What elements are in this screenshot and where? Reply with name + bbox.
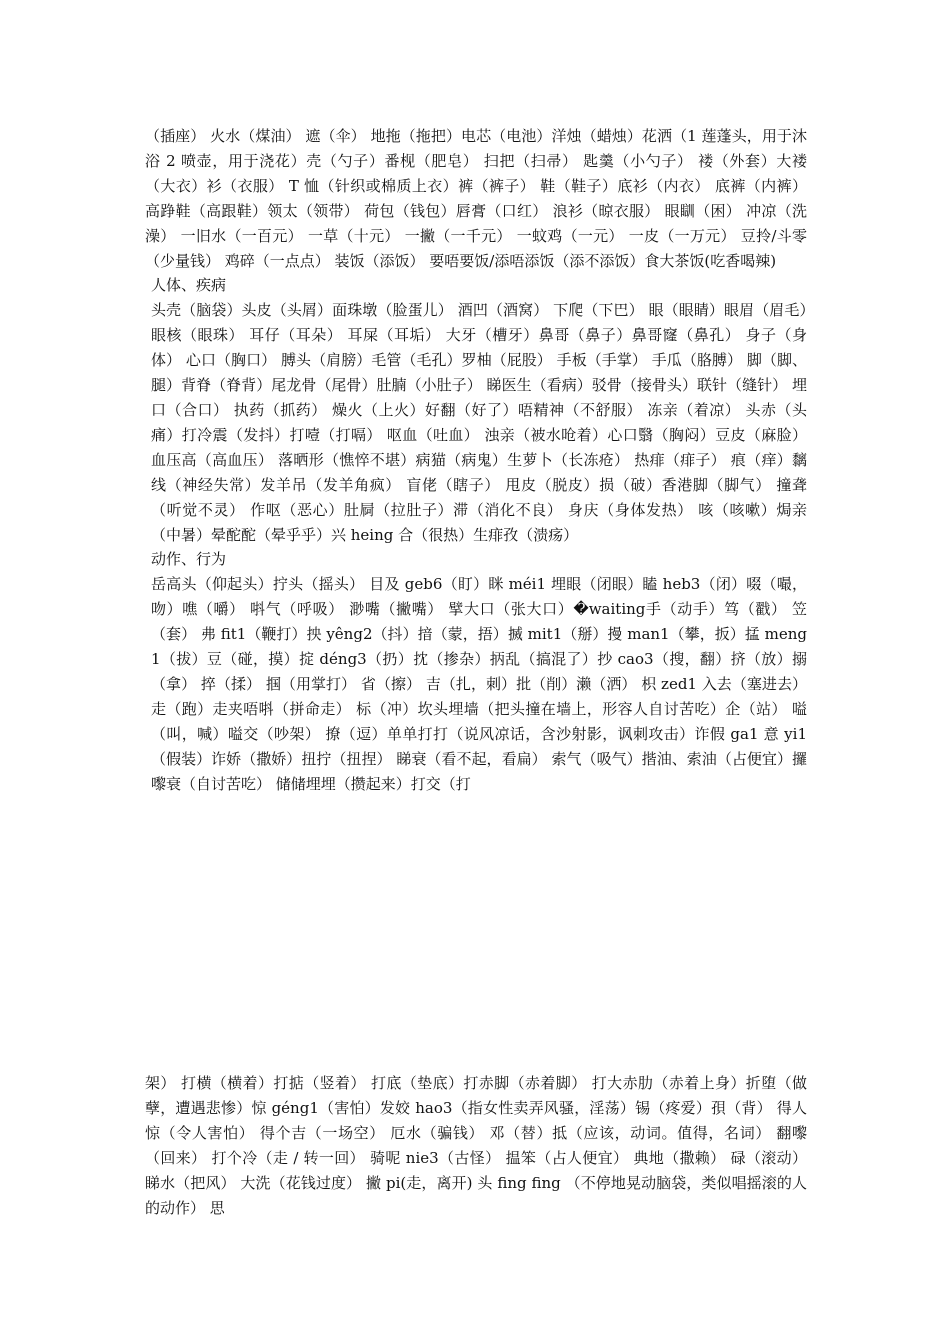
paragraph-body-illness-vocabulary: 头壳（脑袋）头皮（头屑）面珠墩（脸蛋儿） 酒凹（酒窝） 下爬（下巴） 眼（眼睛）眼眉（眉毛）眼核（眼珠） 耳仔（耳朵） 耳屎（耳垢） 大牙（槽牙）鼻哥（鼻子）鼻哥窿（鼻孔） 身子（身体） 心口（胸口） 膊头（肩膀）毛管（毛孔）罗柚（屁股） 手板（手掌） 手瓜（胳膊） 脚（脚、腿）背脊（脊背）尾龙骨（尾骨）肚腩（小肚子） 睇医生（看病）驳骨（接骨头）联针（缝针） 埋口（合口） 执药（抓药） 燥火（上火）好翻（好了）唔精神（不舒服） 冻亲（着凉） 头赤（头痛）打冷震（发抖）打噎（打嗝） 呕血（吐血） 浊亲（被水呛着）心口翳（胸闷）豆皮（麻脸） 血压高（高血压） 落晒形（憔悴不堪）病猫（病鬼）生萝卜（长冻疮） 热痱（痱子） 痕（痒）黐线（神经失常）发羊吊（发羊角疯） 盲佬（瞎子） 甩皮（脱皮）损（破）香港脚（脚气） 撞聋（听觉不灵） 作呕（恶心）肚屙（拉肚子）滞（消化不良） 身庆（身体发热） 咳（咳嗽）焗亲（中暑）晕酡酡（晕乎乎）兴 heing 合（很热）生痱孜（溃疡）	[151, 301, 807, 544]
section-heading-action-behavior: 动作、行为	[151, 550, 227, 569]
document-page-top	[145, 124, 807, 796]
document-page-bottom	[145, 1071, 807, 1220]
paragraph-household-vocabulary: （插座） 火水（煤油） 遮（伞） 地拖（拖把）电芯（电池）洋烛（蜡烛）花洒（1 莲蓬头，用于沐浴 2 喷壶，用于浇花）壳（勺子）番枧（肥皂） 扫把（扫帚） 匙羹（小勺子） 褛（外套）大褛（大衣）衫（衣服） T 恤（针织或棉质上衣）裤（裤子） 鞋（鞋子）底衫（内衣） 底裤（内裤） 高踭鞋（高跟鞋）领太（领带） 荷包（钱包）唇膏（口红） 浪衫（晾衣服） 眼瞓（困） 冲凉（洗澡） 一旧水（一百元） 一草（十元） 一撇（一千元） 一蚊鸡（一元） 一皮（一万元） 豆拎/斗零（少量钱） 鸡碎（一点点） 装饭（添饭） 要唔要饭/添唔添饭（添不添饭）食大茶饭(吃香喝辣)	[145, 127, 807, 270]
section-heading-body-illness: 人体、疾病	[151, 276, 227, 295]
paragraph-action-continued: 架） 打横（横着）打掂（竖着） 打底（垫底）打赤脚（赤着脚） 打大赤肋（赤着上身）折堕（做孽，遭遇悲惨）惊 géng1（害怕）发姣 hao3（指女性卖弄风骚，淫荡）锡（疼爱）孭（背） 得人惊（令人害怕） 得个吉（一场空） 厄水（骗钱） 邓（替）抵（应该，动词。值得，名词） 翻嚟（回来） 打个冷（走 / 转一回） 骑呢 nie3（古怪） 揾笨（占人便宜） 典地（撒赖） 碌（滚动） 睇水（把风） 大洗（花钱过度） 撇 pi(走，离开) 头 fing fing （不停地晃动脑袋，类似唱摇滚的人的动作） 思	[145, 1074, 807, 1217]
paragraph-action-behavior-vocabulary: 岳高头（仰起头）拧头（摇头） 目及 geb6（盯）眯 méi1 埋眼（闭眼）瞌 heb3（闭）啜（嘬，吻）噍（嚼） 唞气（呼吸） 渺嘴（撇嘴） 擘大口（张大口）�waiting手（动手）笃（戳） 笠（套） 弗 fit1（鞭打）抰 yêng2（抖）揞（蒙，捂）搣 mit1（掰）摱 man1（攀，扳）掹 meng1（拔）豆（碰，摸）掟 déng3（扔）抌（掺杂）抦乱（搞混了）抄 cao3（搜，翻）挤（放）搦（拿） 捽（揉） 掴（用掌打） 省（擦） 吉（扎，刺）批（削）濑（洒） 枳 zed1 入去（塞进去）走（跑）走夹唔唞（拼命走） 标（冲）坎头埋墙（把头撞在墙上，形容人自讨苦吃）企（站） 嗌（叫，喊）嗌交（吵架） 撩（逗）单单打打（说风凉话，含沙射影，讽刺攻击）诈假 ga1 意 yi1（假装）诈娇（撒娇）扭拧（扭捏） 睇衰（看不起，看扁） 索气（吸气）揩油、索油（占便宜）攞嚟衰（自讨苦吃） 储储埋埋（攒起来）打交（打	[151, 575, 807, 793]
